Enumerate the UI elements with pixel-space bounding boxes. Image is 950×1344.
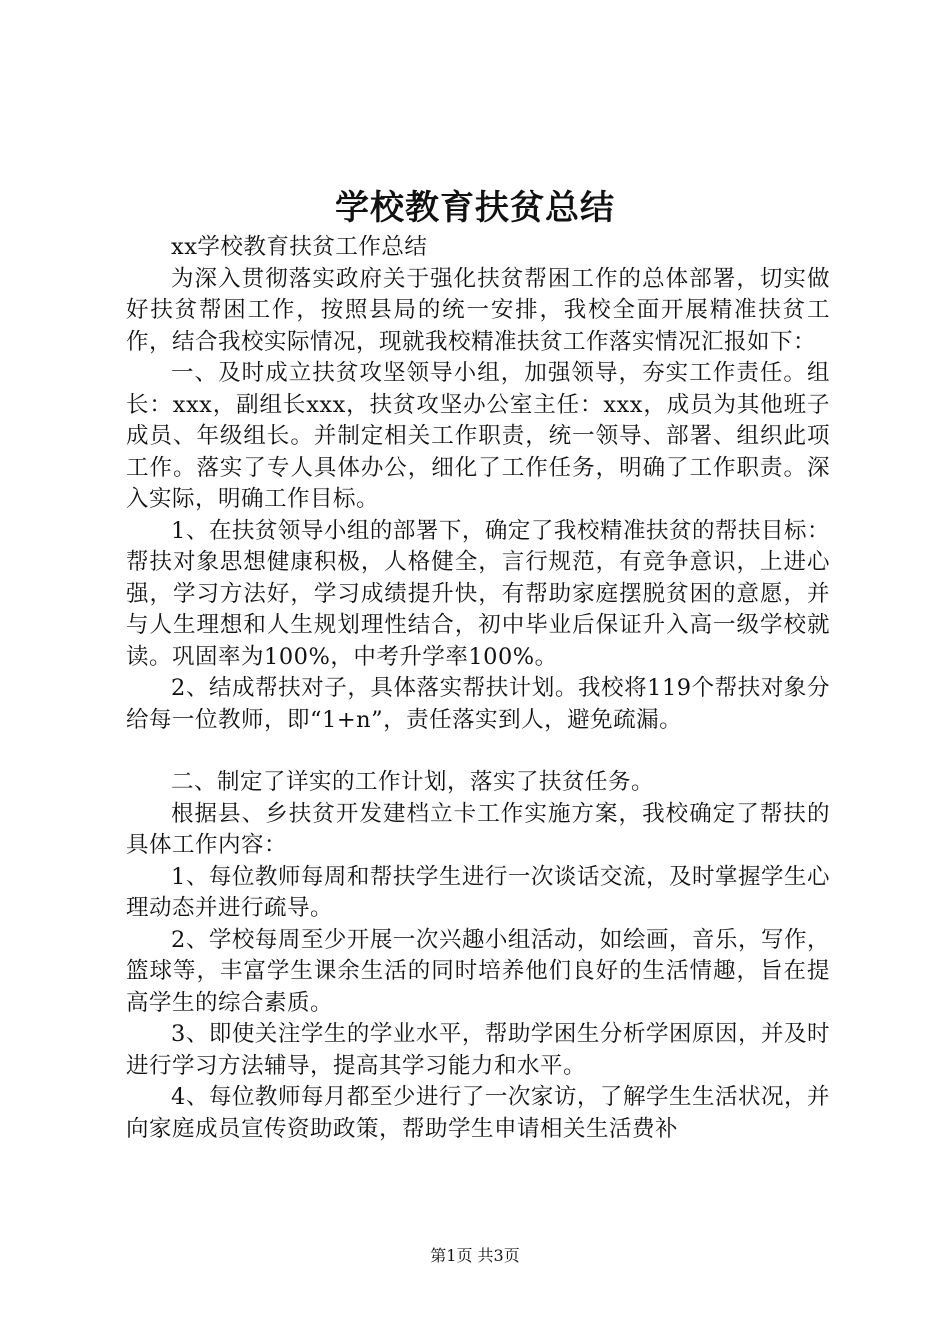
paragraph-plan-item-2: 2、学校每周至少开展一次兴趣小组活动，如绘画，音乐，写作，篮球等，丰富学生课余生活的同时培养他们良好的生活情趣，旨在提高学生的综合素质。 (126, 926, 830, 1016)
paragraph-item-2: 2、结成帮扶对子，具体落实帮扶计划。我校将119个帮扶对象分给每一位教师，即“1+n”，责任落实到人，避免疏漏。 (126, 675, 830, 733)
paragraph-plan-item-4: 4、每位教师每月都至少进行了一次家访，了解学生生活状况，并向家庭成员宣传资助政策，帮助学生申请相关生活费补 (126, 1084, 830, 1142)
paragraph-section-one: 一、及时成立扶贫攻坚领导小组，加强领导，夯实工作责任。组长：xxx，副组长xxx，扶贫攻坚办公室主任：xxx，成员为其他班子成员、年级组长。并制定相关工作职责，统一领导、部署、组织此项工作。落实了专人具体办公，细化了工作任务，明确了工作职责。深入实际，明确工作目标。 (126, 360, 830, 512)
page-number: 第1页 共3页 (430, 1246, 520, 1265)
paragraph-plan-item-1: 1、每位教师每周和帮扶学生进行一次谈话交流，及时掌握学生心理动态并进行疏导。 (126, 863, 830, 921)
paragraph-section-two: 二、制定了详实的工作计划，落实了扶贫任务。 (171, 769, 655, 795)
paragraph-subtitle: xx学校教育扶贫工作总结 (171, 234, 428, 260)
paragraph-plan-item-3: 3、即使关注学生的学业水平，帮助学困生分析学困原因，并及时进行学习方法辅导，提高其学习能力和水平。 (126, 1021, 830, 1079)
paragraph-item-1: 1、在扶贫领导小组的部署下，确定了我校精准扶贫的帮扶目标：帮扶对象思想健康积极，人格健全，言行规范，有竞争意识，上进心强，学习方法好，学习成绩提升快，有帮助家庭摆脱贫困的意愿，并与人生理想和人生规划理性结合，初中毕业后保证升入高一级学校就读。巩固率为100%，中考升学率100%。 (126, 517, 830, 670)
paragraph-intro: 为深入贯彻落实政府关于强化扶贫帮困工作的总体部署，切实做好扶贫帮困工作，按照县局的统一安排，我校全面开展精准扶贫工作，结合我校实际情况，现就我校精准扶贫工作落实情况汇报如下： (126, 265, 830, 355)
paragraph-plan-intro: 根据县、乡扶贫开发建档立卡工作实施方案，我校确定了帮扶的具体工作内容： (126, 800, 830, 858)
document-title: 学校教育扶贫总结 (335, 188, 615, 228)
document-body (126, 232, 830, 1145)
